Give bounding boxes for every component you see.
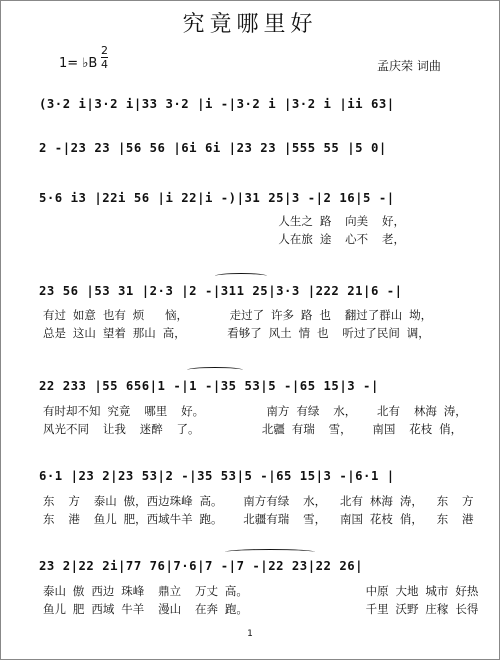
page-number: 1 <box>247 629 253 639</box>
time-signature <box>101 45 108 70</box>
composer-credit: 孟庆荣 词曲 <box>377 59 441 73</box>
notation-line: 23 56 |53 31 |2·3 |2 -|311 25|3·3 |222 21|6 -| <box>39 284 403 298</box>
lyric-line: 东 港 鱼儿 肥，西域牛羊 跑。 北疆有瑞 雪， 南国 花枝 俏， 东 港 <box>43 512 474 526</box>
lyric-line: 总是 这山 望着 那山 高， 看够了 风土 情 也 听过了民间 调， <box>43 326 430 340</box>
lyric-line: 东 方 泰山 傲，西边珠峰 高。 南方有绿 水， 北有 林海 涛， 东 方 <box>43 494 474 508</box>
lyric-line: 人在旅 途 心不 老， <box>43 232 406 246</box>
meter-top: 2 <box>101 44 108 57</box>
page-title: 究竟哪里好 <box>182 12 318 37</box>
notation-line: (3·2 i|3·2 i|33 3·2 |i -|3·2 i |3·2 i |ii 63| <box>39 97 395 111</box>
slur-mark <box>215 273 267 279</box>
lyric-line: 人生之 路 向美 好， <box>43 214 406 228</box>
meter-bottom: 4 <box>101 58 108 71</box>
lyric-line: 有时却不知 究竟 哪里 好。 南方 有绿 水， 北有 林海 涛， <box>43 404 467 418</box>
lyric-line: 泰山 傲 西边 珠峰 鼎立 万丈 高。 中原 大地 城市 好热 <box>43 584 479 598</box>
notation-line: 23 2|22 2i|77 76|7·6|7 -|7 -|22 23|22 26| <box>39 559 364 573</box>
lyric-line: 风光不同 让我 迷醉 了。 北疆 有瑞 雪， 南国 花枝 俏， <box>43 422 463 436</box>
notation-line: 5·6 i3 |22i 56 |i 22|i -)|31 25|3 -|2 16|5 -| <box>39 191 395 205</box>
notation-line: 6·1 |23 2|23 53|2 -|35 53|5 -|65 15|3 -|6·1 | <box>39 469 395 483</box>
key-signature: 1= ♭B <box>59 56 98 71</box>
slur-mark <box>225 549 315 555</box>
lyric-line: 鱼儿 肥 西域 牛羊 漫山 在奔 跑。 千里 沃野 庄稼 长得 <box>43 602 479 616</box>
notation-line: 22 233 |55 656|1 -|1 -|35 53|5 -|65 15|3 -| <box>39 379 379 393</box>
lyric-line: 有过 如意 也有 烦 恼， 走过了 许多 路 也 翻过了群山 坳， <box>43 308 433 322</box>
notation-line: 2 -|23 23 |56 56 |6i 6i |23 23 |555 55 |5 0| <box>39 141 387 155</box>
slur-mark <box>187 367 243 373</box>
